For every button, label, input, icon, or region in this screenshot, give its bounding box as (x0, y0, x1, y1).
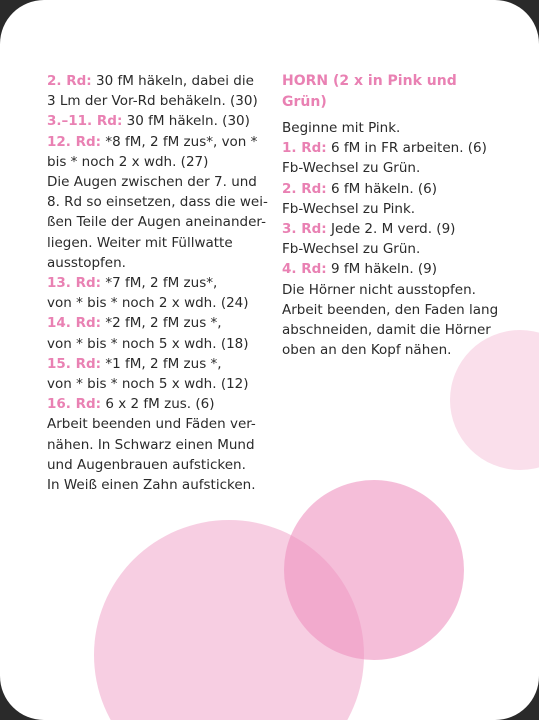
line-text: In Weiß einen Zahn aufsticken. (47, 477, 256, 494)
section-title-line: HORN (2 x in Pink und (282, 73, 457, 89)
text-line (47, 455, 262, 475)
text-line (47, 475, 262, 495)
text-line (47, 334, 262, 354)
decorative-circle-medium (284, 480, 464, 660)
text-line (282, 320, 497, 340)
line-text: Fb-Wechsel zu Grün. (282, 160, 421, 177)
line-text: Fb-Wechsel zu Grün. (282, 241, 421, 258)
round-label: 16. Rd: (47, 396, 102, 413)
line-text: bis * noch 2 x wdh. (27) (47, 153, 209, 170)
text-line (282, 199, 497, 219)
section-title-line: Grün) (282, 94, 327, 110)
line-text: 9 fM häkeln. (9) (326, 261, 438, 278)
line-text: Beginne mit Pink. (282, 120, 401, 136)
text-line (282, 300, 497, 320)
round-label: 4. Rd: (282, 261, 327, 278)
text-line (282, 219, 497, 239)
text-line (282, 118, 497, 138)
round-label: 2. Rd: (282, 180, 327, 197)
round-label: 14. Rd: (47, 315, 102, 332)
line-text: 30 fM häkeln, dabei die (91, 73, 254, 89)
text-line (47, 394, 262, 414)
line-text: 6 fM in FR arbeiten. (6) (326, 140, 487, 157)
text-line (282, 179, 497, 199)
text-line (47, 273, 262, 293)
text-line (282, 158, 497, 178)
line-text: ßen Teile der Augen aneinander- (47, 214, 266, 231)
text-line (282, 340, 497, 360)
line-text: Arbeit beenden, den Faden lang (282, 301, 499, 318)
round-label: 2. Rd: (47, 73, 92, 89)
left-column (47, 71, 268, 495)
line-text: von * bis * noch 5 x wdh. (18) (47, 335, 249, 352)
text-line (282, 259, 497, 279)
line-text: 8. Rd so einsetzen, dass die wei- (47, 194, 268, 211)
line-text: Arbeit beenden und Fäden ver- (47, 416, 256, 433)
round-label: 1. Rd: (282, 140, 327, 157)
line-text: 6 x 2 fM zus. (6) (101, 396, 215, 413)
line-text: *2 fM, 2 fM zus *, (101, 315, 222, 332)
text-line (282, 280, 497, 300)
line-text: 30 fM häkeln. (30) (122, 113, 250, 130)
line-text: Fb-Wechsel zu Pink. (282, 200, 416, 217)
section-title (282, 71, 497, 113)
text-line (47, 253, 262, 273)
text-line (282, 239, 497, 259)
text-line (47, 152, 262, 172)
line-text: oben an den Kopf nähen. (282, 342, 452, 359)
line-text: 6 fM häkeln. (6) (326, 180, 438, 197)
line-text: *8 fM, 2 fM zus*, von * (101, 133, 258, 150)
text-line (47, 293, 262, 313)
line-text: 3 Lm der Vor-Rd behäkeln. (30) (47, 93, 258, 110)
line-text: ausstopfen. (47, 254, 126, 271)
round-label: 13. Rd: (47, 275, 102, 292)
line-text: nähen. In Schwarz einen Mund (47, 436, 255, 453)
text-line (47, 374, 262, 394)
text-line (47, 414, 262, 434)
round-label: 3.–11. Rd: (47, 113, 123, 130)
text-line (47, 354, 262, 374)
line-text: und Augenbrauen aufsticken. (47, 456, 246, 473)
line-text: von * bis * noch 5 x wdh. (12) (47, 376, 249, 393)
round-label: 12. Rd: (47, 133, 102, 150)
line-text: *7 fM, 2 fM zus*, (101, 275, 218, 292)
text-line (47, 192, 268, 212)
line-text: *1 fM, 2 fM zus *, (101, 355, 222, 372)
text-line (47, 91, 262, 111)
text-line (47, 71, 262, 91)
text-line (47, 212, 266, 232)
text-line (47, 172, 262, 192)
line-text: abschneiden, damit die Hörner (282, 322, 491, 339)
line-text: Die Augen zwischen der 7. und (47, 174, 257, 191)
round-label: 15. Rd: (47, 355, 102, 372)
text-line (47, 111, 262, 131)
line-text: liegen. Weiter mit Füllwatte (47, 234, 233, 251)
line-text: von * bis * noch 2 x wdh. (24) (47, 295, 249, 312)
text-line (47, 132, 262, 152)
text-line (282, 138, 497, 158)
line-text: Jede 2. M verd. (9) (326, 221, 456, 238)
right-column (282, 71, 497, 360)
text-line (47, 313, 262, 333)
text-line (47, 435, 262, 455)
text-line (47, 233, 262, 253)
round-label: 3. Rd: (282, 221, 327, 238)
line-text: Die Hörner nicht ausstopfen. (282, 281, 476, 298)
